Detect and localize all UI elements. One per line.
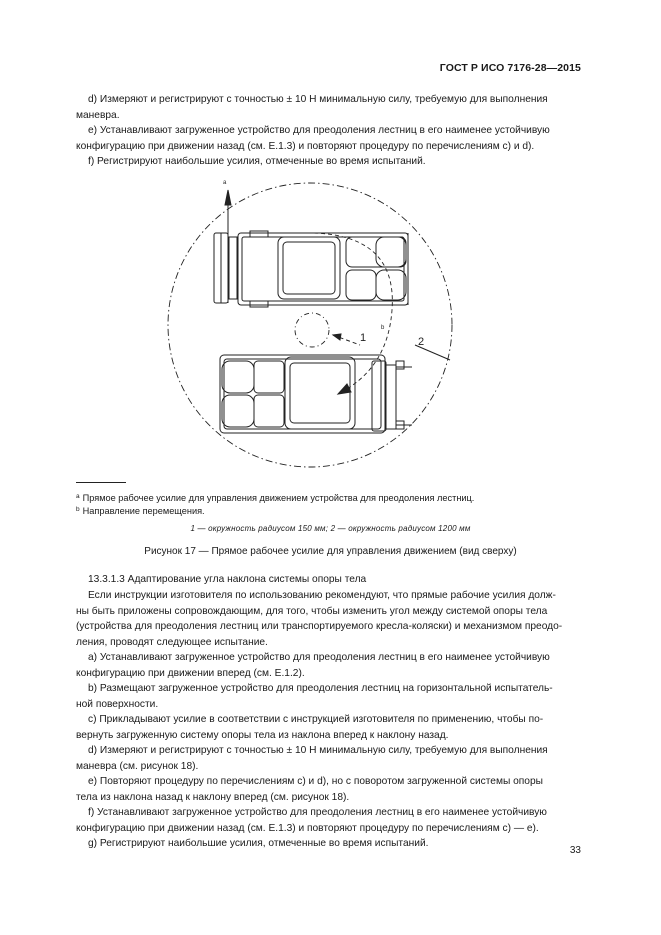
item-c-line-1: c) Прикладывают усилие в соответствии с инструкцией изготовителя по применению, чтобы по- — [88, 714, 544, 725]
standard-header: ГОСТ Р ИСО 7176-28—2015 — [439, 62, 581, 74]
item-g-line-1: g) Регистрируют наибольшие усилия, отмеченные во время испытаний. — [88, 838, 429, 849]
item-d-line-1: d) Измеряют и регистрируют с точностью ± 10 Н минимальную силу, требуемую для выполнения — [88, 745, 548, 756]
item-e-line-1: e) Повторяют процедуру по перечислениям с) и d), но с поворотом загруженной системы опоры — [88, 776, 543, 787]
top-item-e-line-2: конфигурацию при движении назад (см. Е.1.3) и повторяют процедуру по перечислениям с) и d). — [76, 140, 535, 152]
top-item-d-line-1: d) Измеряют и регистрируют с точностью ± 10 Н минимальную силу, требуемую для выполнения — [88, 94, 548, 105]
arrow-label-b: b — [381, 325, 385, 331]
footnote-b-text: Направление перемещения. — [82, 506, 205, 516]
callout-2-label: 2 — [418, 336, 425, 348]
item-b-line-1: b) Размещают загруженное устройство для преодоления лестниц на горизонтальной испытатель- — [88, 683, 553, 694]
item-d-line-2: маневра (см. рисунок 18). — [76, 760, 199, 772]
large-circle — [168, 183, 452, 467]
small-circle — [295, 313, 329, 347]
figure-17-drawing — [150, 175, 470, 475]
force-axis-arrowhead — [225, 190, 231, 205]
page-number: 33 — [569, 845, 581, 856]
footnote-a — [76, 491, 474, 504]
lower-stair-climber — [220, 355, 412, 433]
footnote-b-mark: b — [76, 506, 80, 513]
direction-arc-arrowhead — [338, 384, 351, 394]
item-a-line-1: a) Устанавливают загруженное устройство для преодоления лестниц в его наименее устойчивую — [88, 652, 550, 663]
item-f-line-1: f) Устанавливают загруженное устройство для преодоления лестниц в его наименее устойчивую — [88, 807, 547, 818]
upper-stair-climber — [214, 231, 408, 307]
intro-line-1: Если инструкции изготовителя по использованию рекомендуют, что прямые рабочие усилия долж- — [88, 590, 556, 601]
top-item-d-line-2: маневра. — [76, 109, 120, 121]
item-c-line-2: вернуть загруженную систему опоры тела из наклона вперед к наклону назад. — [76, 729, 449, 741]
intro-line-3: (устройства для преодоления лестниц или транспортируемого кресла-коляски) и механизмом преодо- — [76, 621, 563, 632]
callout-1-label: 1 — [360, 332, 367, 344]
footnote-a-text: Прямое рабочее усилие для управления движением устройства для преодоления лестниц. — [82, 493, 475, 503]
item-e-line-2: тела из наклона назад к наклону вперед (см. рисунок 18). — [76, 791, 350, 803]
figure-caption: Рисунок 17 — Прямое рабочее усилие для управления движением (вид сверху) — [144, 546, 517, 557]
section-body — [76, 588, 584, 852]
top-list — [76, 92, 584, 170]
item-f-line-2: конфигурацию при движении назад (см. Е.1.3) и повторяют процедуру по перечислениям с) — е). — [76, 822, 539, 834]
footnote-separator — [76, 482, 126, 483]
section-title: 13.3.1.3 Адаптирование угла наклона системы опоры тела — [88, 574, 367, 585]
intro-line-4: ления, проводят следующее испытание. — [76, 636, 268, 648]
top-item-e-line-1: e) Устанавливают загруженное устройство для преодоления лестниц в его наименее устойчивую — [88, 125, 550, 136]
intro-line-2: ны быть приложены сопровождающим, для того, чтобы изменить угол между системой опоры тела — [76, 605, 548, 617]
figure-legend: 1 — окружность радиусом 150 мм; 2 — окружность радиусом 1200 мм — [190, 524, 471, 533]
axis-label-a: a — [223, 180, 227, 186]
item-a-line-2: конфигурацию при движении вперед (см. Е.1.2). — [76, 667, 305, 679]
footnote-b — [76, 504, 205, 517]
item-b-line-2: ной поверхности. — [76, 698, 159, 710]
footnote-a-mark: a — [76, 493, 80, 500]
top-item-f-line-1: f) Регистрируют наибольшие усилия, отмеченные во время испытаний. — [88, 156, 426, 167]
